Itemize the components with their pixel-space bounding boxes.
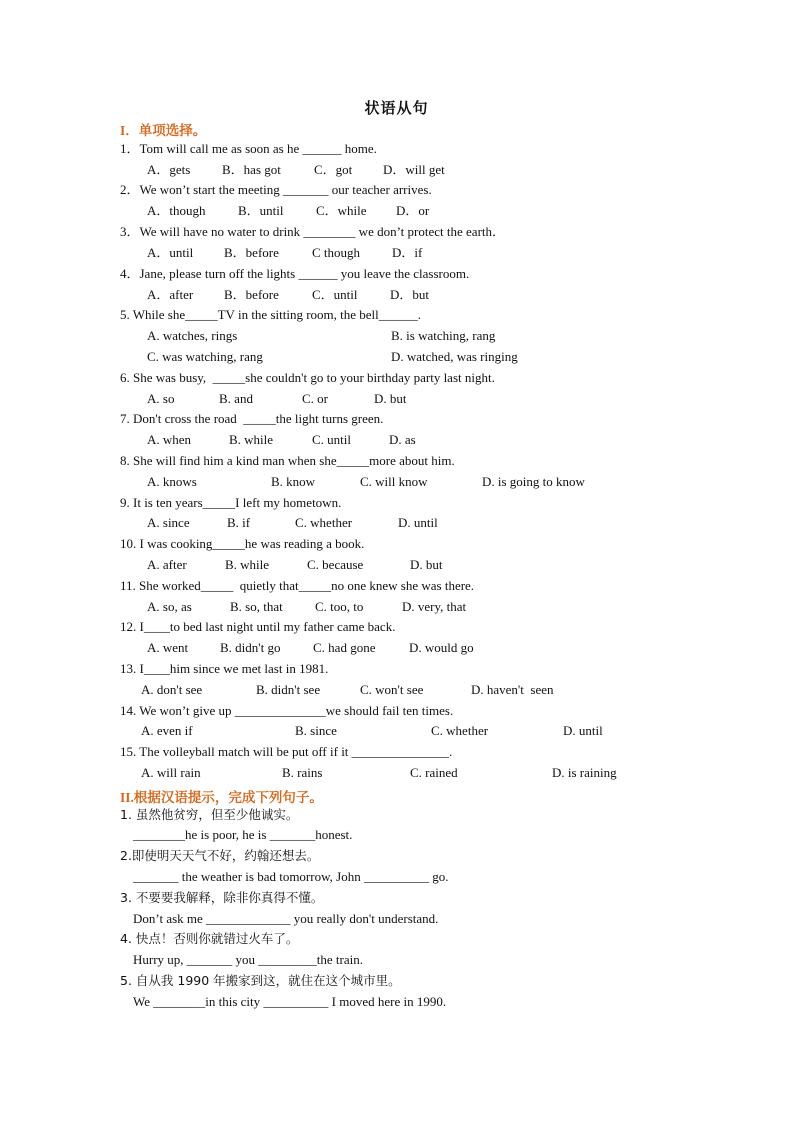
option-a: A．though [147,203,206,218]
translation-answer-4: Hurry up, _______ you _________the train. [133,952,364,967]
option-c: C. too, to [315,599,364,614]
option-a: A. when [147,432,192,447]
option-b: B. since [295,723,337,738]
translation-answer-3: Don’t ask me _____________ you really don't understand. [133,911,439,926]
question-8: 8. She will find him a kind man when she_____more about him. [120,453,455,468]
question-13: 13. I____him since we met last in 1981. [120,661,329,676]
question-5: 5. While she_____TV in the sitting room, the bell______. [120,307,422,322]
option-b: B. while [225,557,270,572]
question-11: 11. She worked_____ quietly that_____no one knew she was there. [120,578,475,593]
option-c: C. had gone [313,640,376,655]
option-a: A. so, as [147,599,192,614]
option-a: A. so [147,391,175,406]
option-d: D．will get [383,162,445,177]
option-c: C. was watching, rang [147,349,263,364]
option-d: D. very, that [402,599,467,614]
question-9: 9. It is ten years_____I left my hometown. [120,495,342,510]
option-c: C though [312,245,361,260]
option-d: D. watched, was ringing [391,349,518,364]
option-c: C. won't see [360,682,424,697]
option-c: C．until [312,287,358,302]
section-heading-translation: II.根据汉语提示，完成下列句子。 [120,790,323,805]
question-2: 2．We won’t start the meeting _______ our teacher arrives. [120,182,432,197]
question-6: 6. She was busy, _____she couldn't go to your birthday party last night. [120,370,495,385]
translation-prompt-3: 3. 不要要我解释，除非你真得不懂。 [120,890,324,905]
option-d: D．if [392,245,423,260]
option-d: D．but [390,287,430,302]
option-a: A. don't see [141,682,203,697]
option-a: A. knows [147,474,197,489]
option-b: B. didn't see [256,682,321,697]
translation-prompt-4: 4. 快点！否则你就错过火车了。 [120,931,299,946]
translation-prompt-2: 2.即使明天天气不好，约翰还想去。 [120,848,320,863]
option-c: C. until [312,432,352,447]
option-b: B. and [219,391,253,406]
option-b: B．until [238,203,284,218]
option-a: A．until [147,245,194,260]
question-4: 4．Jane, please turn off the lights ______ you leave the classroom. [120,266,470,281]
option-a: A. after [147,557,187,572]
option-d: D. is raining [552,765,617,780]
translation-answer-2: _______ the weather is bad tomorrow, John __________ go. [133,869,449,884]
option-c: C. will know [360,474,428,489]
option-c: C．got [314,162,353,177]
option-b: B. know [271,474,316,489]
option-a: A. will rain [141,765,201,780]
translation-prompt-1: 1. 虽然他贫穷，但至少他诚实。 [120,807,299,822]
option-a: A. watches, rings [147,328,238,343]
option-a: A. since [147,515,190,530]
translation-prompt-5: 5. 自从我 1990 年搬家到这，就住在这个城市里。 [120,973,401,988]
page-title: 状语从句 [364,101,429,117]
translation-answer-1: ________he is poor, he is _______honest. [133,827,353,842]
option-b: B. is watching, rang [391,328,496,343]
option-c: C．while [316,203,367,218]
option-b: B. while [229,432,274,447]
option-d: D. would go [409,640,474,655]
option-d: D. as [389,432,416,447]
option-b: B．before [224,287,279,302]
option-d: D．or [396,203,430,218]
question-1: 1．Tom will call me as soon as he ______ home. [120,141,377,156]
option-b: B. didn't go [220,640,281,655]
question-15: 15. The volleyball match will be put off if it _______________. [120,744,453,759]
option-d: D. haven't seen [471,682,554,697]
option-b: B. if [227,515,251,530]
section-heading-multiple-choice: I．单项选择。 [120,123,207,138]
translation-answer-5: We ________in this city __________ I moved here in 1990. [133,994,447,1009]
option-c: C. because [307,557,364,572]
option-d: D. but [374,391,407,406]
option-d: D. until [563,723,603,738]
option-c: C. rained [410,765,458,780]
option-c: C. whether [431,723,489,738]
option-d: D. until [398,515,438,530]
question-3: 3．We will have no water to drink ________ we don’t protect the earth． [120,224,506,239]
option-b: B．before [224,245,279,260]
question-10: 10. I was cooking_____he was reading a book. [120,536,365,551]
question-14: 14. We won’t give up ______________we should fail ten times. [120,703,454,718]
option-b: B. so, that [230,599,283,614]
question-7: 7. Don't cross the road _____the light turns green. [120,411,384,426]
option-d: D. but [410,557,443,572]
option-b: B．has got [222,162,281,177]
option-c: C. or [302,391,328,406]
option-a: A．after [147,287,194,302]
option-a: A. went [147,640,189,655]
option-d: D. is going to know [482,474,585,489]
option-a: A．gets [147,162,191,177]
question-12: 12. I____to bed last night until my father came back. [120,619,396,634]
option-c: C. whether [295,515,353,530]
option-a: A. even if [141,723,193,738]
option-b: B. rains [282,765,323,780]
